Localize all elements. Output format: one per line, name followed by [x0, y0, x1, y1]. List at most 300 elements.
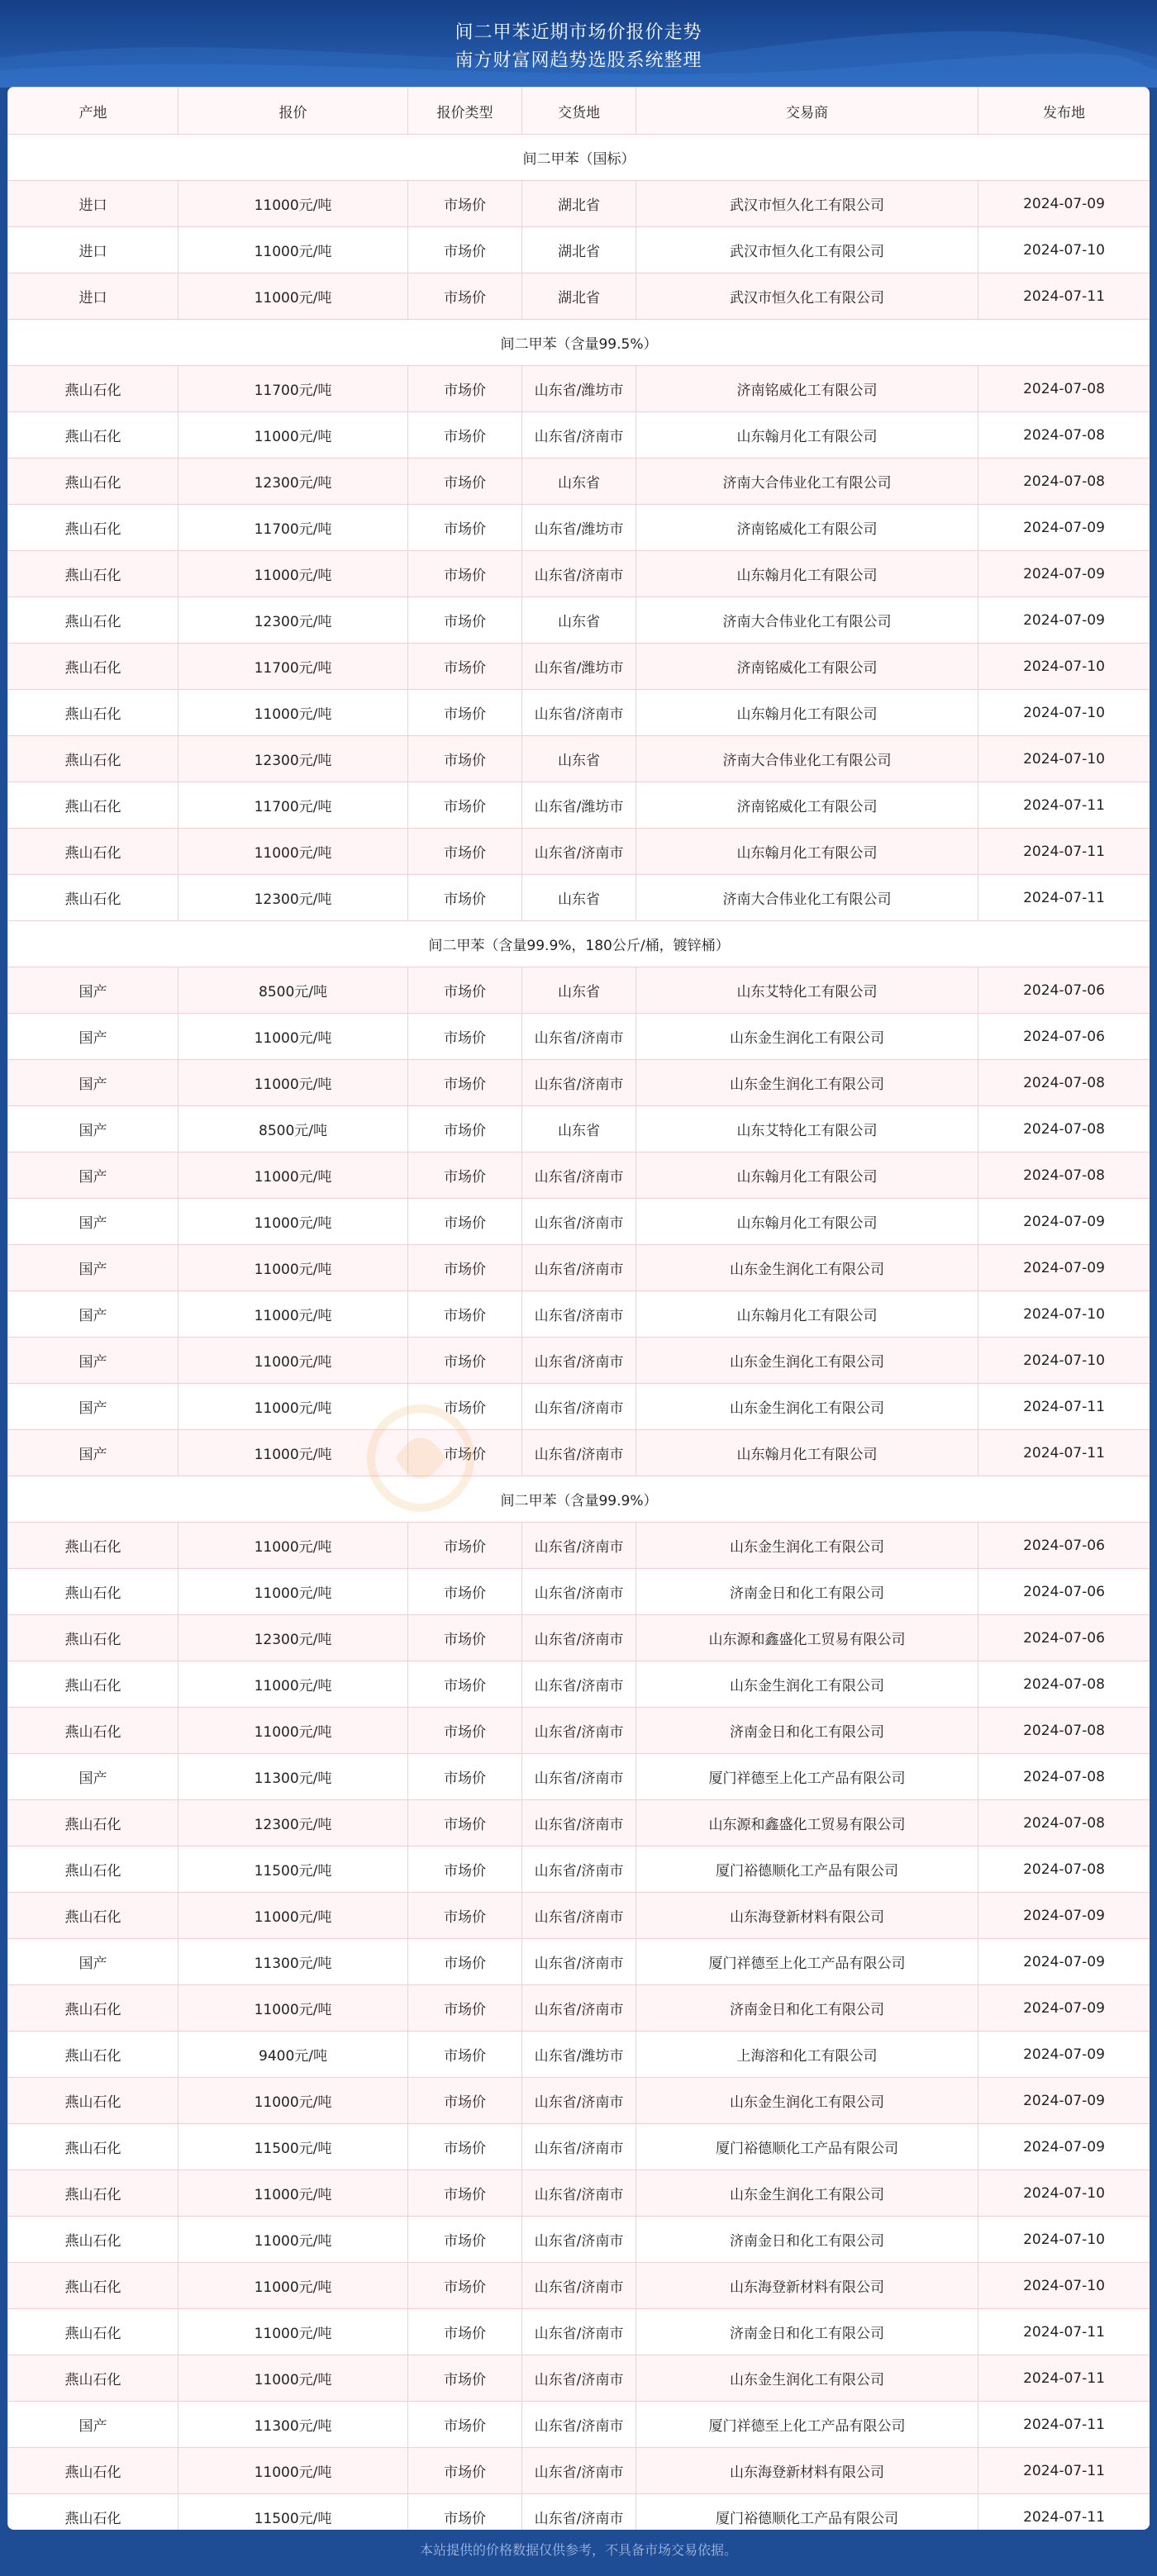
cell-price: 11000元/吨 — [179, 412, 408, 459]
cell-date: 2024-07-10 — [978, 2263, 1150, 2309]
table-row — [8, 2448, 1150, 2494]
cell-origin: 国产 — [8, 1939, 179, 1985]
cell-date: 2024-07-11 — [978, 2309, 1150, 2355]
cell-delivery: 山东省/济南市 — [522, 1800, 636, 1846]
table-row — [8, 1014, 1150, 1060]
cell-delivery: 山东省/潍坊市 — [522, 782, 636, 829]
cell-price: 11500元/吨 — [179, 2494, 408, 2531]
table-row — [8, 1661, 1150, 1708]
page-title: 间二甲苯近期市场价报价走势 — [455, 22, 702, 43]
cell-date: 2024-07-08 — [978, 1060, 1150, 1106]
cell-date: 2024-07-06 — [978, 967, 1150, 1014]
cell-price-type: 市场价 — [408, 1199, 522, 1245]
cell-dealer: 济南大合伟业化工有限公司 — [636, 597, 978, 644]
cell-price: 12300元/吨 — [179, 875, 408, 921]
cell-price: 11000元/吨 — [179, 227, 408, 273]
cell-dealer: 山东翰月化工有限公司 — [636, 1199, 978, 1245]
cell-delivery: 山东省/济南市 — [522, 1430, 636, 1476]
cell-date: 2024-07-08 — [978, 366, 1150, 412]
cell-delivery: 山东省/济南市 — [522, 1754, 636, 1800]
table-row — [8, 1939, 1150, 1985]
cell-price-type: 市场价 — [408, 273, 522, 320]
column-header-date: 发布地 — [978, 88, 1150, 135]
page-header — [0, 0, 1157, 88]
cell-dealer: 济南大合伟业化工有限公司 — [636, 875, 978, 921]
cell-date: 2024-07-10 — [978, 690, 1150, 736]
cell-dealer: 山东金生润化工有限公司 — [636, 1338, 978, 1384]
cell-origin: 燕山石化 — [8, 2032, 179, 2078]
cell-price: 12300元/吨 — [179, 1800, 408, 1846]
cell-delivery: 山东省/济南市 — [522, 2309, 636, 2355]
cell-price: 11000元/吨 — [179, 2263, 408, 2309]
cell-origin: 燕山石化 — [8, 1985, 179, 2032]
cell-origin: 国产 — [8, 2402, 179, 2448]
group-title: 间二甲苯（国标） — [8, 135, 1150, 181]
table-row — [8, 366, 1150, 412]
cell-dealer: 山东翰月化工有限公司 — [636, 1153, 978, 1199]
table-row — [8, 1338, 1150, 1384]
cell-dealer: 山东翰月化工有限公司 — [636, 551, 978, 597]
cell-date: 2024-07-11 — [978, 875, 1150, 921]
cell-dealer: 山东金生润化工有限公司 — [636, 1014, 978, 1060]
cell-price-type: 市场价 — [408, 736, 522, 782]
cell-delivery: 山东省/济南市 — [522, 1985, 636, 2032]
cell-dealer: 山东翰月化工有限公司 — [636, 1291, 978, 1338]
cell-price-type: 市场价 — [408, 967, 522, 1014]
cell-dealer: 山东金生润化工有限公司 — [636, 1523, 978, 1569]
cell-origin: 国产 — [8, 1199, 179, 1245]
column-header-price: 报价 — [179, 88, 408, 135]
cell-delivery: 山东省/济南市 — [522, 1153, 636, 1199]
cell-price-type: 市场价 — [408, 412, 522, 459]
cell-price: 11700元/吨 — [179, 782, 408, 829]
cell-price: 12300元/吨 — [179, 459, 408, 505]
cell-price-type: 市场价 — [408, 1939, 522, 1985]
cell-origin: 燕山石化 — [8, 690, 179, 736]
cell-price: 11000元/吨 — [179, 551, 408, 597]
cell-price: 11000元/吨 — [179, 2448, 408, 2494]
table-row — [8, 227, 1150, 273]
table-row — [8, 1708, 1150, 1754]
cell-dealer: 厦门裕德顺化工产品有限公司 — [636, 2124, 978, 2170]
cell-price: 11000元/吨 — [179, 1985, 408, 2032]
table-row — [8, 412, 1150, 459]
group-title: 间二甲苯（含量99.9%） — [8, 1476, 1150, 1523]
cell-price-type: 市场价 — [408, 1800, 522, 1846]
cell-origin: 国产 — [8, 1754, 179, 1800]
cell-price: 11000元/吨 — [179, 690, 408, 736]
cell-dealer: 济南大合伟业化工有限公司 — [636, 459, 978, 505]
cell-delivery: 山东省/济南市 — [522, 1338, 636, 1384]
table-header-row — [8, 88, 1150, 135]
cell-dealer: 山东金生润化工有限公司 — [636, 2355, 978, 2402]
cell-origin: 燕山石化 — [8, 736, 179, 782]
cell-date: 2024-07-06 — [978, 1523, 1150, 1569]
cell-date: 2024-07-09 — [978, 1245, 1150, 1291]
cell-date: 2024-07-11 — [978, 829, 1150, 875]
cell-origin: 燕山石化 — [8, 2170, 179, 2217]
cell-delivery: 山东省/济南市 — [522, 2448, 636, 2494]
cell-origin: 燕山石化 — [8, 459, 179, 505]
cell-dealer: 山东翰月化工有限公司 — [636, 1430, 978, 1476]
price-table-card — [7, 87, 1150, 2530]
cell-origin: 进口 — [8, 273, 179, 320]
cell-date: 2024-07-06 — [978, 1569, 1150, 1615]
cell-price-type: 市场价 — [408, 1569, 522, 1615]
table-row — [8, 1523, 1150, 1569]
table-row — [8, 505, 1150, 551]
cell-origin: 燕山石化 — [8, 2263, 179, 2309]
table-row — [8, 1106, 1150, 1153]
cell-date: 2024-07-08 — [978, 1153, 1150, 1199]
group-title: 间二甲苯（含量99.9%，180公斤/桶，镀锌桶） — [8, 921, 1150, 967]
cell-origin: 国产 — [8, 1430, 179, 1476]
cell-date: 2024-07-08 — [978, 1661, 1150, 1708]
table-row — [8, 2078, 1150, 2124]
cell-price-type: 市场价 — [408, 2309, 522, 2355]
cell-date: 2024-07-09 — [978, 1939, 1150, 1985]
cell-dealer: 济南金日和化工有限公司 — [636, 1569, 978, 1615]
cell-price: 11300元/吨 — [179, 1939, 408, 1985]
table-row — [8, 2355, 1150, 2402]
cell-price-type: 市场价 — [408, 366, 522, 412]
cell-price: 11700元/吨 — [179, 366, 408, 412]
cell-dealer: 厦门裕德顺化工产品有限公司 — [636, 2494, 978, 2531]
cell-delivery: 山东省/济南市 — [522, 1014, 636, 1060]
cell-date: 2024-07-10 — [978, 736, 1150, 782]
column-header-price-type: 报价类型 — [408, 88, 522, 135]
cell-delivery: 山东省/济南市 — [522, 690, 636, 736]
table-row — [8, 1615, 1150, 1661]
cell-date: 2024-07-09 — [978, 1199, 1150, 1245]
cell-price: 11700元/吨 — [179, 505, 408, 551]
cell-price-type: 市场价 — [408, 505, 522, 551]
cell-price-type: 市场价 — [408, 1985, 522, 2032]
cell-price: 11300元/吨 — [179, 2402, 408, 2448]
cell-date: 2024-07-11 — [978, 2402, 1150, 2448]
cell-price-type: 市场价 — [408, 782, 522, 829]
table-row — [8, 1291, 1150, 1338]
table-row — [8, 2170, 1150, 2217]
cell-price-type: 市场价 — [408, 181, 522, 227]
cell-price-type: 市场价 — [408, 2217, 522, 2263]
cell-price: 11000元/吨 — [179, 2309, 408, 2355]
cell-origin: 燕山石化 — [8, 2309, 179, 2355]
cell-delivery: 山东省/济南市 — [522, 2170, 636, 2217]
header-wave-decoration — [0, 0, 1157, 88]
cell-price-type: 市场价 — [408, 644, 522, 690]
cell-dealer: 济南大合伟业化工有限公司 — [636, 736, 978, 782]
cell-origin: 燕山石化 — [8, 551, 179, 597]
cell-date: 2024-07-11 — [978, 2355, 1150, 2402]
cell-date: 2024-07-09 — [978, 2032, 1150, 2078]
cell-price: 11000元/吨 — [179, 1291, 408, 1338]
cell-price-type: 市场价 — [408, 2355, 522, 2402]
table-row — [8, 2402, 1150, 2448]
cell-price: 11000元/吨 — [179, 181, 408, 227]
cell-price: 11000元/吨 — [179, 1569, 408, 1615]
cell-origin: 国产 — [8, 1384, 179, 1430]
cell-origin: 国产 — [8, 1060, 179, 1106]
table-row — [8, 1060, 1150, 1106]
table-row — [8, 736, 1150, 782]
cell-origin: 燕山石化 — [8, 2078, 179, 2124]
cell-dealer: 山东源和鑫盛化工贸易有限公司 — [636, 1615, 978, 1661]
cell-date: 2024-07-09 — [978, 181, 1150, 227]
cell-origin: 燕山石化 — [8, 2355, 179, 2402]
cell-price: 11000元/吨 — [179, 1060, 408, 1106]
table-row — [8, 597, 1150, 644]
table-row — [8, 782, 1150, 829]
cell-delivery: 山东省/潍坊市 — [522, 505, 636, 551]
cell-date: 2024-07-08 — [978, 1708, 1150, 1754]
cell-price: 9400元/吨 — [179, 2032, 408, 2078]
cell-dealer: 山东金生润化工有限公司 — [636, 1245, 978, 1291]
cell-dealer: 武汉市恒久化工有限公司 — [636, 181, 978, 227]
cell-price-type: 市场价 — [408, 1430, 522, 1476]
cell-delivery: 湖北省 — [522, 181, 636, 227]
table-row — [8, 967, 1150, 1014]
cell-price-type: 市场价 — [408, 1060, 522, 1106]
table-row — [8, 2494, 1150, 2531]
cell-price: 8500元/吨 — [179, 1106, 408, 1153]
cell-dealer: 厦门祥德至上化工产品有限公司 — [636, 1754, 978, 1800]
table-row — [8, 1153, 1150, 1199]
cell-price-type: 市场价 — [408, 875, 522, 921]
cell-delivery: 山东省/潍坊市 — [522, 644, 636, 690]
cell-origin: 燕山石化 — [8, 1708, 179, 1754]
cell-date: 2024-07-10 — [978, 1338, 1150, 1384]
table-row — [8, 1754, 1150, 1800]
group-row — [8, 1476, 1150, 1523]
price-table — [7, 87, 1150, 2530]
cell-origin: 国产 — [8, 1106, 179, 1153]
cell-delivery: 山东省/济南市 — [522, 2494, 636, 2531]
cell-delivery: 山东省/济南市 — [522, 1846, 636, 1893]
cell-origin: 燕山石化 — [8, 1893, 179, 1939]
disclaimer-footer: 本站提供的价格数据仅供参考，不具备市场交易依据。 — [419, 2542, 737, 2558]
cell-price-type: 市场价 — [408, 2032, 522, 2078]
cell-origin: 燕山石化 — [8, 2494, 179, 2531]
table-row — [8, 1800, 1150, 1846]
cell-dealer: 上海溶和化工有限公司 — [636, 2032, 978, 2078]
table-row — [8, 1985, 1150, 2032]
cell-origin: 燕山石化 — [8, 782, 179, 829]
cell-delivery: 山东省/济南市 — [522, 2124, 636, 2170]
table-row — [8, 829, 1150, 875]
cell-dealer: 济南金日和化工有限公司 — [636, 1985, 978, 2032]
cell-price: 11000元/吨 — [179, 273, 408, 320]
cell-date: 2024-07-09 — [978, 597, 1150, 644]
cell-price: 12300元/吨 — [179, 736, 408, 782]
cell-date: 2024-07-08 — [978, 1846, 1150, 1893]
table-row — [8, 1569, 1150, 1615]
table-row — [8, 1430, 1150, 1476]
cell-price: 11000元/吨 — [179, 1430, 408, 1476]
cell-price-type: 市场价 — [408, 551, 522, 597]
cell-date: 2024-07-10 — [978, 227, 1150, 273]
cell-delivery: 山东省/济南市 — [522, 1523, 636, 1569]
cell-dealer: 山东翰月化工有限公司 — [636, 412, 978, 459]
table-row — [8, 1199, 1150, 1245]
cell-origin: 国产 — [8, 1245, 179, 1291]
table-row — [8, 875, 1150, 921]
cell-origin: 燕山石化 — [8, 505, 179, 551]
cell-dealer: 济南铭威化工有限公司 — [636, 505, 978, 551]
cell-price: 11700元/吨 — [179, 644, 408, 690]
cell-dealer: 山东艾特化工有限公司 — [636, 967, 978, 1014]
cell-price: 11000元/吨 — [179, 2078, 408, 2124]
cell-price-type: 市场价 — [408, 690, 522, 736]
table-row — [8, 644, 1150, 690]
cell-origin: 燕山石化 — [8, 829, 179, 875]
cell-price-type: 市场价 — [408, 1384, 522, 1430]
cell-delivery: 山东省/济南市 — [522, 2263, 636, 2309]
cell-dealer: 山东金生润化工有限公司 — [636, 1384, 978, 1430]
cell-price: 11000元/吨 — [179, 1014, 408, 1060]
cell-delivery: 山东省 — [522, 1106, 636, 1153]
cell-price: 11000元/吨 — [179, 1338, 408, 1384]
cell-delivery: 山东省/济南市 — [522, 1893, 636, 1939]
cell-origin: 燕山石化 — [8, 412, 179, 459]
cell-price-type: 市场价 — [408, 1708, 522, 1754]
cell-origin: 进口 — [8, 181, 179, 227]
cell-price-type: 市场价 — [408, 829, 522, 875]
cell-price-type: 市场价 — [408, 1615, 522, 1661]
cell-origin: 国产 — [8, 1338, 179, 1384]
cell-dealer: 济南铭威化工有限公司 — [636, 644, 978, 690]
cell-price: 11000元/吨 — [179, 829, 408, 875]
cell-price-type: 市场价 — [408, 1893, 522, 1939]
cell-dealer: 山东海登新材料有限公司 — [636, 2448, 978, 2494]
cell-price: 11000元/吨 — [179, 1708, 408, 1754]
cell-price: 11000元/吨 — [179, 1661, 408, 1708]
cell-delivery: 山东省/潍坊市 — [522, 2032, 636, 2078]
cell-date: 2024-07-06 — [978, 1014, 1150, 1060]
cell-price-type: 市场价 — [408, 1245, 522, 1291]
cell-date: 2024-07-11 — [978, 273, 1150, 320]
cell-price-type: 市场价 — [408, 597, 522, 644]
cell-dealer: 山东金生润化工有限公司 — [636, 1661, 978, 1708]
cell-date: 2024-07-10 — [978, 2170, 1150, 2217]
cell-price-type: 市场价 — [408, 1523, 522, 1569]
cell-price: 12300元/吨 — [179, 597, 408, 644]
cell-delivery: 山东省 — [522, 875, 636, 921]
cell-price: 12300元/吨 — [179, 1615, 408, 1661]
cell-price-type: 市场价 — [408, 1338, 522, 1384]
cell-delivery: 山东省/潍坊市 — [522, 366, 636, 412]
cell-origin: 燕山石化 — [8, 1846, 179, 1893]
cell-delivery: 山东省/济南市 — [522, 551, 636, 597]
cell-dealer: 济南铭威化工有限公司 — [636, 782, 978, 829]
cell-delivery: 山东省/济南市 — [522, 1661, 636, 1708]
table-row — [8, 1846, 1150, 1893]
cell-origin: 燕山石化 — [8, 2448, 179, 2494]
table-row — [8, 2263, 1150, 2309]
group-row — [8, 320, 1150, 366]
cell-origin: 国产 — [8, 1153, 179, 1199]
cell-date: 2024-07-08 — [978, 412, 1150, 459]
cell-dealer: 武汉市恒久化工有限公司 — [636, 273, 978, 320]
cell-delivery: 山东省 — [522, 597, 636, 644]
table-row — [8, 551, 1150, 597]
cell-date: 2024-07-08 — [978, 459, 1150, 505]
cell-delivery: 山东省/济南市 — [522, 2078, 636, 2124]
cell-delivery: 山东省/济南市 — [522, 1245, 636, 1291]
column-header-delivery: 交货地 — [522, 88, 636, 135]
cell-origin: 燕山石化 — [8, 644, 179, 690]
cell-price-type: 市场价 — [408, 1846, 522, 1893]
cell-price-type: 市场价 — [408, 1014, 522, 1060]
cell-dealer: 济南金日和化工有限公司 — [636, 2309, 978, 2355]
table-row — [8, 2124, 1150, 2170]
table-row — [8, 2032, 1150, 2078]
cell-date: 2024-07-09 — [978, 551, 1150, 597]
cell-price: 11300元/吨 — [179, 1754, 408, 1800]
cell-date: 2024-07-09 — [978, 2078, 1150, 2124]
cell-origin: 燕山石化 — [8, 1569, 179, 1615]
cell-delivery: 山东省/济南市 — [522, 1199, 636, 1245]
cell-delivery: 山东省/济南市 — [522, 412, 636, 459]
cell-dealer: 山东金生润化工有限公司 — [636, 1060, 978, 1106]
cell-price: 11000元/吨 — [179, 1893, 408, 1939]
cell-delivery: 山东省/济南市 — [522, 1060, 636, 1106]
cell-dealer: 山东源和鑫盛化工贸易有限公司 — [636, 1800, 978, 1846]
cell-date: 2024-07-09 — [978, 1985, 1150, 2032]
cell-price: 11000元/吨 — [179, 2170, 408, 2217]
cell-dealer: 厦门裕德顺化工产品有限公司 — [636, 1846, 978, 1893]
cell-date: 2024-07-11 — [978, 1430, 1150, 1476]
table-row — [8, 181, 1150, 227]
cell-origin: 燕山石化 — [8, 1523, 179, 1569]
table-row — [8, 1245, 1150, 1291]
group-row — [8, 135, 1150, 181]
cell-date: 2024-07-08 — [978, 1754, 1150, 1800]
cell-dealer: 武汉市恒久化工有限公司 — [636, 227, 978, 273]
cell-dealer: 厦门祥德至上化工产品有限公司 — [636, 2402, 978, 2448]
table-row — [8, 459, 1150, 505]
cell-price-type: 市场价 — [408, 1106, 522, 1153]
cell-delivery: 山东省 — [522, 736, 636, 782]
cell-dealer: 厦门祥德至上化工产品有限公司 — [636, 1939, 978, 1985]
cell-price: 11000元/吨 — [179, 2355, 408, 2402]
cell-origin: 国产 — [8, 1291, 179, 1338]
cell-price-type: 市场价 — [408, 1661, 522, 1708]
cell-delivery: 山东省/济南市 — [522, 1384, 636, 1430]
cell-dealer: 山东金生润化工有限公司 — [636, 2170, 978, 2217]
cell-delivery: 山东省 — [522, 967, 636, 1014]
cell-date: 2024-07-09 — [978, 1893, 1150, 1939]
cell-dealer: 济南金日和化工有限公司 — [636, 2217, 978, 2263]
cell-date: 2024-07-09 — [978, 2124, 1150, 2170]
cell-price-type: 市场价 — [408, 1153, 522, 1199]
cell-dealer: 山东艾特化工有限公司 — [636, 1106, 978, 1153]
cell-price: 11000元/吨 — [179, 1199, 408, 1245]
table-row — [8, 1384, 1150, 1430]
cell-date: 2024-07-11 — [978, 1384, 1150, 1430]
cell-origin: 燕山石化 — [8, 597, 179, 644]
table-row — [8, 2217, 1150, 2263]
cell-origin: 燕山石化 — [8, 1800, 179, 1846]
cell-delivery: 山东省/济南市 — [522, 2217, 636, 2263]
cell-price-type: 市场价 — [408, 227, 522, 273]
cell-price-type: 市场价 — [408, 2078, 522, 2124]
cell-date: 2024-07-09 — [978, 505, 1150, 551]
cell-dealer: 山东海登新材料有限公司 — [636, 1893, 978, 1939]
cell-price: 11000元/吨 — [179, 1523, 408, 1569]
cell-date: 2024-07-08 — [978, 1106, 1150, 1153]
cell-dealer: 济南铭威化工有限公司 — [636, 366, 978, 412]
